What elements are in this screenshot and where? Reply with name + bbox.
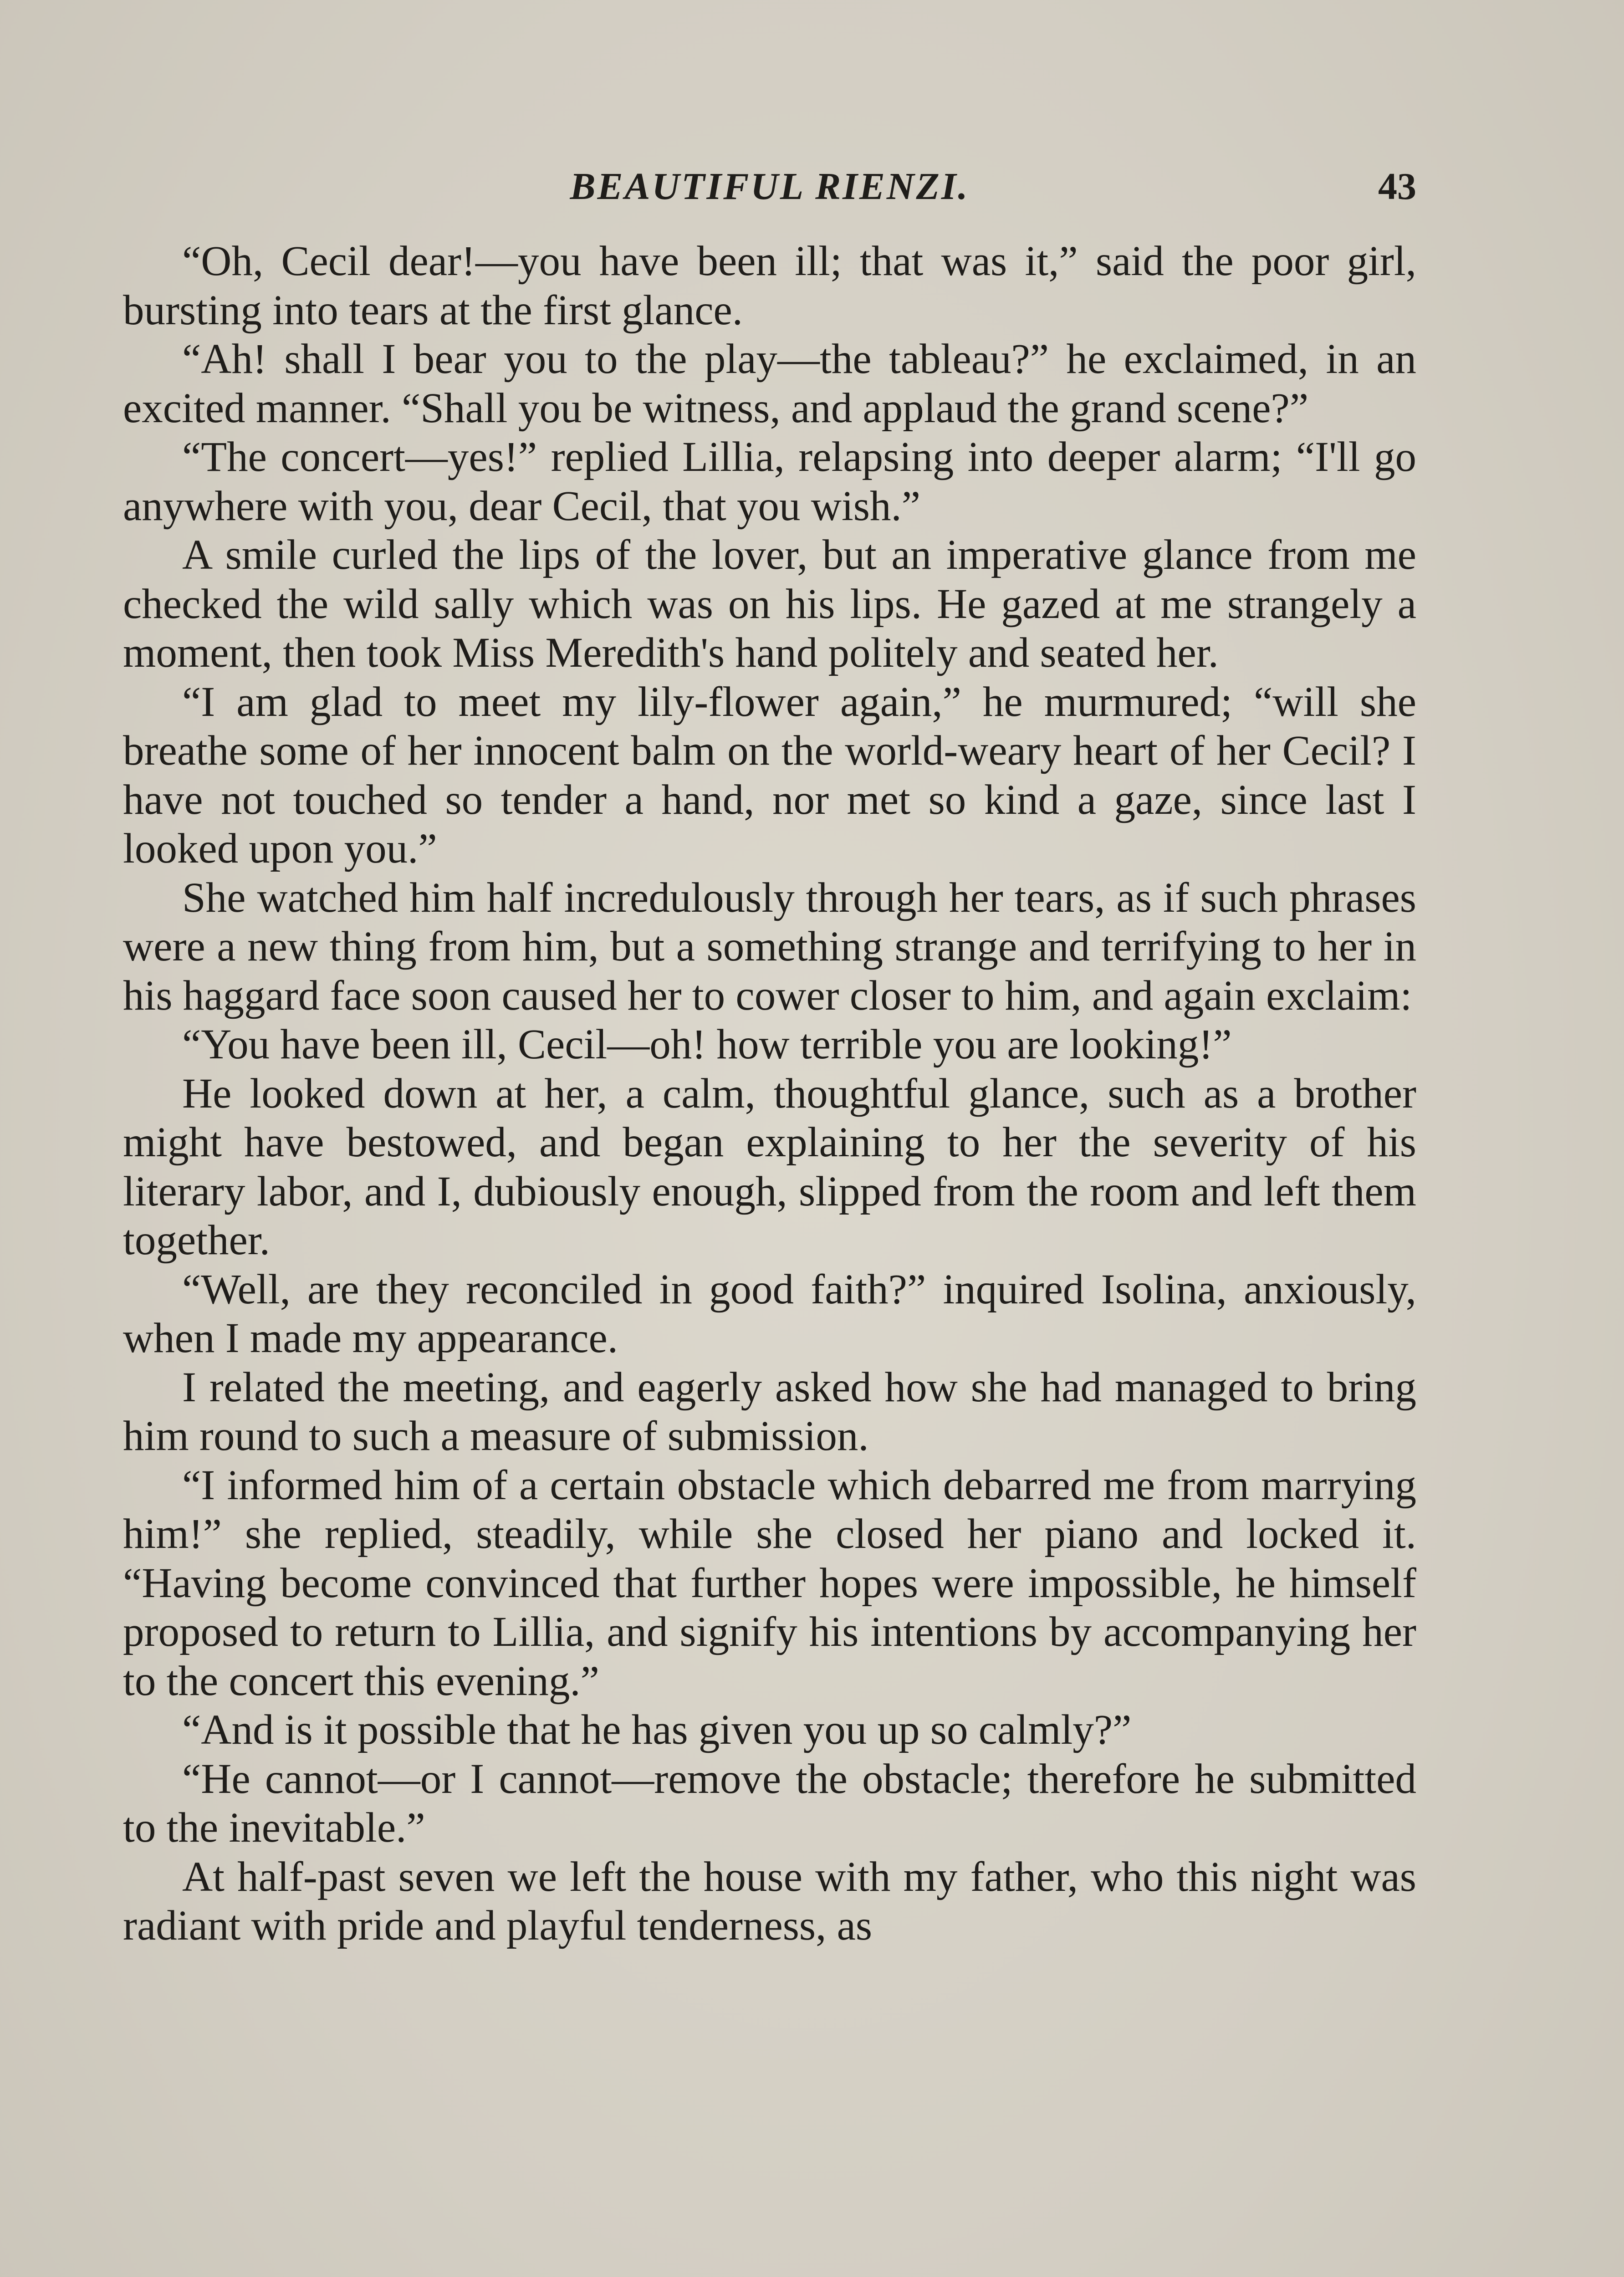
paragraph: “I am glad to meet my lily-flower again,” he murmured; “will she breathe some of her innocent balm on the world-weary heart of her Cecil? I have not touched so tender a hand, nor met so kind a gaze, since last I looked upon you.”: [123, 678, 1416, 872]
paragraph: “Well, are they reconciled in good faith?” inquired Isolina, anxiously, when I made my appearance.: [123, 1266, 1416, 1362]
paragraph: “I informed him of a certain obstacle which debarred me from marrying him!” she replied, steadily, while she closed her piano and locked it. “Having become convinced that further hopes were impossible, he himself proposed to return to Lillia, and signify his intentions by accompanying her to the concert this evening.”: [123, 1461, 1416, 1705]
paragraph: A smile curled the lips of the lover, but an imperative glance from me checked the wild sally which was on his lips. He gazed at me strangely a moment, then took Miss Meredith's hand politely and seated her.: [123, 531, 1416, 676]
body-text: [123, 237, 1416, 1950]
page-header: [123, 155, 1416, 219]
paragraph: I related the meeting, and eagerly asked how she had managed to bring him round to such a measure of submission.: [123, 1363, 1416, 1460]
paragraph: She watched him half incredulously through her tears, as if such phrases were a new thing from him, but a something strange and terrifying to her in his haggard face soon caused her to cower closer to him, and again exclaim:: [123, 874, 1416, 1019]
page-number: 43: [1378, 165, 1416, 208]
paragraph: “And is it possible that he has given you up so calmly?”: [182, 1706, 1132, 1753]
paragraph: At half-past seven we left the house with my father, who this night was radiant with pride and playful tenderness, as: [123, 1853, 1416, 1949]
paragraph: “Ah! shall I bear you to the play—the tableau?” he exclaimed, in an excited manner. “Shall you be witness, and applaud the grand scene?”: [123, 336, 1416, 432]
paragraph: “He cannot—or I cannot—remove the obstacle; therefore he submitted to the inevitable.”: [123, 1755, 1416, 1851]
paragraph: “The concert—yes!” replied Lillia, relapsing into deeper alarm; “I'll go anywhere with you, dear Cecil, that you wish.”: [123, 434, 1416, 530]
paragraph: “Oh, Cecil dear!—you have been ill; that was it,” said the poor girl, bursting into tears at the first glance.: [123, 238, 1416, 334]
running-title: BEAUTIFUL RIENZI.: [570, 165, 970, 208]
paragraph: He looked down at her, a calm, thoughtful glance, such as a brother might have bestowed, and began explaining to her the severity of his literary labor, and I, dubiously enough, slipped from the room and left them together.: [123, 1070, 1416, 1264]
paragraph: “You have been ill, Cecil—oh! how terrible you are looking!”: [182, 1021, 1232, 1068]
